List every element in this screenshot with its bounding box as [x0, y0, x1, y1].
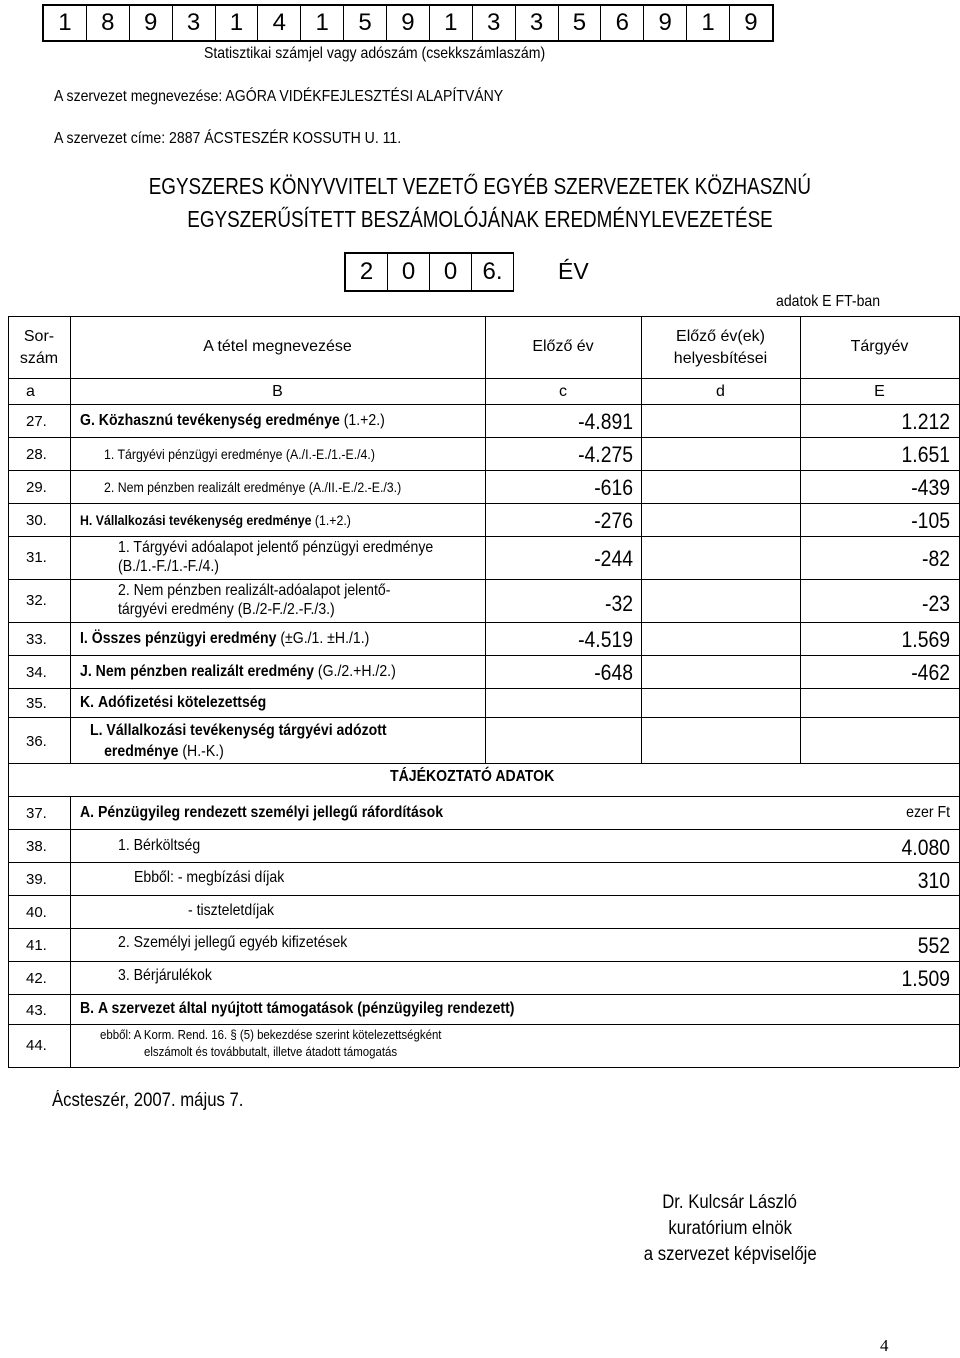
row-current-value: -462 — [911, 660, 950, 685]
row-value: 4.080 — [901, 835, 950, 860]
row-current-value: -23 — [922, 591, 950, 616]
row-label: 2. Személyi jellegű egyéb kifizetések — [118, 934, 348, 951]
header-prev: Előző év — [532, 338, 594, 355]
row-label: I. Összes pénzügyi eredmény (±G./1. ±H./1.) — [80, 630, 370, 647]
signature-block — [600, 1190, 860, 1268]
col-letter-d: d — [716, 383, 725, 400]
tax-digit: 9 — [744, 9, 758, 36]
document-title — [0, 170, 960, 236]
row-number: 34. — [26, 664, 47, 681]
signer-role: kuratórium elnök — [668, 1218, 792, 1239]
header-sorszam: Sor- szám — [19, 328, 59, 367]
title-line-1: EGYSZERES KÖNYVVITELT VEZETŐ EGYÉB SZERVEZETEK KÖZHASZNÚ — [148, 173, 812, 199]
row-number: 41. — [26, 937, 47, 954]
row-label: 2. Nem pénzben realizált eredménye (A./II.-E./2.-E./3.) — [104, 479, 402, 495]
row-prev-value: -276 — [594, 508, 633, 533]
row-prev-value: -4.519 — [578, 627, 633, 652]
row-value: 310 — [917, 868, 950, 893]
row-number: 35. — [26, 695, 47, 712]
year-digit: 6. — [472, 254, 514, 290]
row-label: L. Vállalkozási tevékenység tárgyévi adózott eredménye (H.-K.) — [90, 722, 387, 760]
row-label: ebből: A Korm. Rend. 16. § (5) bekezdése szerint kötelezettségként elszámolt és továbbutalt, illetve átadott támogatás — [100, 1027, 442, 1059]
header-item: A tétel megnevezése — [203, 338, 352, 355]
row-prev-value: -4.275 — [578, 442, 633, 467]
row-number: 43. — [26, 1002, 47, 1019]
col-letter-c: c — [559, 383, 567, 400]
tax-digit: 4 — [258, 6, 301, 40]
signature-caption: a szervezet képviselője — [643, 1244, 817, 1265]
header-correction: Előző év(ek) helyesbítései — [673, 328, 768, 367]
tax-digit: 9 — [387, 6, 430, 40]
row-number: 27. — [26, 413, 47, 430]
row-label: 2. Nem pénzben realizált-adóalapot jelentő- tárgyévi eredmény (B./2-F./2.-F./3.) — [118, 582, 391, 618]
tax-digit: 1 — [301, 6, 344, 40]
tax-digit: 1 — [430, 6, 473, 40]
tax-digit: 3 — [473, 6, 516, 40]
col-letter-e: E — [874, 383, 885, 400]
tax-digit: 9 — [644, 6, 687, 40]
row-label: H. Vállalkozási tevékenység eredménye (1.+2.) — [80, 512, 351, 528]
place-date: Ácsteszér, 2007. május 7. — [52, 1090, 244, 1111]
row-label: 1. Tárgyévi pénzügyi eredménye (A./I.-E./1.-E./4.) — [104, 446, 375, 462]
tax-digit: 1 — [216, 6, 259, 40]
tax-digit: 6 — [601, 6, 644, 40]
row-number: 28. — [26, 446, 47, 463]
row-current-value: 1.569 — [901, 627, 950, 652]
tax-digit: 9 — [130, 6, 173, 40]
row-prev-value: -32 — [605, 591, 633, 616]
row-number: 29. — [26, 479, 47, 496]
row-value: 552 — [917, 933, 950, 958]
row-label: - tiszteletdíjak — [188, 902, 275, 919]
info-unit: ezer Ft — [906, 804, 950, 821]
org-name-line — [54, 88, 503, 106]
org-address-line — [54, 130, 401, 148]
tax-digit: 5 — [559, 6, 602, 40]
tax-digit: 3 — [173, 6, 216, 40]
tax-digit: 3 — [516, 6, 559, 40]
row-number: 37. — [26, 805, 47, 822]
row-label: J. Nem pénzben realizált eredmény (G./2.+H./2.) — [80, 663, 396, 680]
org-name-label: A szervezet megnevezése: — [54, 88, 223, 105]
tax-digit: 5 — [344, 6, 387, 40]
row-number: 44. — [26, 1037, 47, 1054]
row-current-value: -82 — [922, 546, 950, 571]
row-current-value: -105 — [911, 508, 950, 533]
row-value: 1.509 — [901, 966, 950, 991]
tax-digit: 1 — [44, 6, 87, 40]
row-label: 3. Bérjárulékok — [118, 967, 212, 984]
row-label: A. Pénzügyileg rendezett személyi jellegű ráfordítások — [80, 804, 444, 821]
row-prev-value: -648 — [594, 660, 633, 685]
tax-number-caption: Statisztikai számjel vagy adószám (csekkszámlaszám) — [204, 45, 546, 62]
row-label: K. Adófizetési kötelezettség — [80, 694, 267, 711]
col-letter-b: B — [272, 383, 283, 400]
page-number: 4 — [880, 1336, 889, 1355]
org-address-label: A szervezet címe: — [54, 130, 166, 147]
row-label: 1. Bérköltség — [118, 837, 201, 854]
title-line-2: EGYSZERŰSÍTETT BESZÁMOLÓJÁNAK EREDMÉNYLEVEZETÉSE — [187, 206, 773, 232]
row-number: 40. — [26, 904, 47, 921]
row-label: G. Közhasznú tevékenység eredménye (1.+2.) — [80, 412, 385, 429]
year-label: ÉV — [558, 258, 589, 284]
year-boxes — [344, 252, 514, 292]
signer-name: Dr. Kulcsár László — [662, 1192, 798, 1213]
org-name-value: AGÓRA VIDÉKFEJLESZTÉSI ALAPÍTVÁNY — [225, 88, 504, 105]
row-number: 33. — [26, 631, 47, 648]
row-prev-value: -616 — [594, 475, 633, 500]
year-digit: 2 — [346, 254, 388, 290]
row-number: 30. — [26, 512, 47, 529]
unit-note: adatok E FT-ban — [776, 293, 881, 310]
row-number: 32. — [26, 592, 47, 609]
year-digit: 0 — [430, 254, 472, 290]
col-letter-a: a — [26, 383, 35, 400]
header-current: Tárgyév — [850, 338, 909, 355]
row-current-value: -439 — [911, 475, 950, 500]
row-current-value: 1.651 — [901, 442, 950, 467]
row-number: 38. — [26, 838, 47, 855]
row-number: 31. — [26, 549, 47, 566]
row-label: B. A szervezet által nyújtott támogatások (pénzügyileg rendezett) — [80, 1000, 515, 1017]
row-number: 36. — [26, 733, 47, 750]
row-label: 1. Tárgyévi adóalapot jelentő pénzügyi eredménye (B./1.-F./1.-F./4.) — [118, 539, 434, 575]
row-number: 39. — [26, 871, 47, 888]
row-number: 42. — [26, 970, 47, 987]
row-current-value: 1.212 — [901, 409, 950, 434]
tax-digit: 1 — [687, 6, 730, 40]
org-address-value: 2887 ÁCSTESZÉR KOSSUTH U. 11. — [169, 130, 402, 147]
tax-digit: 8 — [87, 6, 130, 40]
tax-number-boxes — [42, 4, 774, 42]
info-section-title: TÁJÉKOZTATÓ ADATOK — [390, 768, 555, 785]
row-prev-value: -244 — [594, 546, 633, 571]
row-label: Ebből: - megbízási díjak — [134, 869, 285, 886]
row-prev-value: -4.891 — [578, 409, 633, 434]
year-digit: 0 — [388, 254, 430, 290]
